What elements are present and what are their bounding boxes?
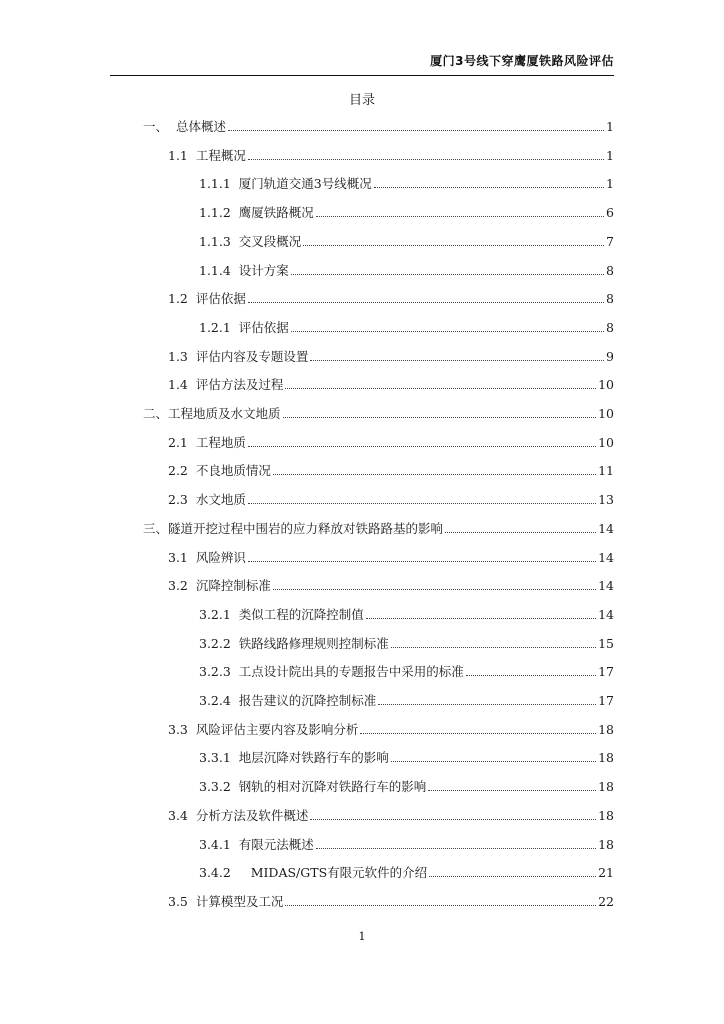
toc-entry-number: 3.2.1 [199,606,239,622]
toc-entry-title: 钢轨的相对沉降对铁路行车的影响 [238,779,427,795]
header-rule [110,75,614,76]
toc-entry-number: 1.3 [168,348,196,364]
toc-entry-title: 隧道开挖过程中围岩的应力释放对铁路路基的影响 [168,520,444,536]
toc-entry-page: 21 [598,865,614,881]
toc-entry-title: 不良地质情况 [195,463,271,479]
toc-entry-title: 评估依据 [238,319,289,335]
toc-entry-number: 1.1.1 [199,176,239,192]
toc-entry-page: 1 [606,147,614,163]
toc-entry-number: 2.3 [168,492,196,508]
dot-leader [391,761,596,762]
dot-leader [310,819,596,820]
toc-entry[interactable] [168,893,614,911]
dot-leader [248,446,596,447]
toc-entry-title: 报告建议的沉降控制标准 [238,693,377,708]
dot-leader [291,331,604,332]
toc-entry-number: 1.1 [168,147,196,163]
toc-entry-page: 11 [598,463,614,479]
dot-leader [391,647,596,648]
dot-leader [429,876,596,877]
toc-entry-number: 1.1.4 [199,262,239,278]
toc-entry-page: 18 [598,779,614,795]
toc-entry[interactable] [199,864,614,882]
toc-entry-number: 3.3 [168,721,196,737]
toc-title: 目录 [348,93,375,108]
toc-entry-page: 8 [606,319,614,335]
toc-entry-number: 3.1 [168,549,196,565]
toc-entry-page: 14 [598,606,614,622]
toc-entry-title: 分析方法及软件概述 [195,807,309,823]
toc-entry[interactable] [199,778,614,796]
toc-entry-title: 交叉段概况 [238,233,302,249]
toc-entry-page: 18 [598,807,614,823]
toc-entry-title: 鹰厦铁路概况 [238,205,314,221]
toc-entry-page: 15 [598,635,614,651]
toc-entry-page: 18 [598,836,614,852]
toc-entry-title: 评估方法及过程 [195,377,284,393]
toc-entry-number: 二、 [143,406,169,421]
toc-entry-number: 1.2 [168,291,196,307]
dot-leader [248,561,596,562]
dot-leader [445,532,596,533]
toc-entry[interactable] [199,749,614,767]
toc-entry-title: 评估依据 [195,291,246,307]
toc-entry-page: 14 [598,549,614,565]
toc-entry[interactable] [199,204,614,222]
dot-leader [285,388,596,389]
toc-entry[interactable] [199,319,614,337]
toc-entry-page: 17 [598,664,614,680]
running-header: 厦门3号线下穿鹰厦铁路风险评估 [430,54,614,68]
toc-entry-number: 3.4.1 [199,836,239,852]
dot-leader [310,360,604,361]
toc-entry-title: 评估内容及专题设置 [195,348,309,364]
dot-leader [366,618,596,619]
dot-leader [248,503,596,504]
dot-leader [303,245,604,246]
toc-entry-title: MIDAS/GTS有限元软件的介绍 [250,865,428,881]
toc-entry[interactable] [199,836,614,854]
toc-entry-number: 一、 [143,119,176,134]
toc-entry-title: 地层沉降对铁路行车的影响 [238,750,389,766]
toc-entry-title: 设计方案 [238,262,289,278]
dot-leader [428,790,596,791]
toc-entry-title: 沉降控制标准 [195,578,271,594]
toc-entry[interactable] [168,462,614,480]
toc-entry[interactable] [168,491,614,509]
toc-entry-number: 1.1.3 [199,233,239,249]
dot-leader [283,417,597,418]
toc-entry-number: 3.2 [168,578,196,594]
toc-entry[interactable] [143,118,614,136]
dot-leader [248,159,604,160]
dot-leader [378,704,596,705]
toc-entry-number: 3.4 [168,807,196,823]
toc-entry-page: 13 [598,492,614,508]
toc-entry[interactable] [168,147,614,165]
toc-entry-page: 14 [598,520,614,536]
toc-entry-number: 3.2.2 [199,635,239,651]
toc-entry-page: 22 [598,893,614,909]
dot-leader [285,905,596,906]
page-number: 1 [358,930,366,943]
toc-entry-number: 3.2.3 [199,664,239,680]
dot-leader [360,733,596,734]
toc-entry-page: 9 [606,348,614,364]
toc-entry-number: 3.3.1 [199,750,239,766]
toc-entry-page: 18 [598,721,614,737]
toc-entry-title: 类似工程的沉降控制值 [238,606,364,622]
toc-entry[interactable] [199,635,614,653]
toc-entry-title: 有限元法概述 [238,836,314,852]
toc-entry-number: 3.4.2 [199,865,251,881]
toc-entry-number: 3.2.4 [199,693,239,708]
toc-entry-number: 2.2 [168,463,196,479]
dot-leader [273,474,596,475]
toc-entry-page: 7 [606,233,614,249]
toc-entry[interactable] [168,549,614,567]
dot-leader [316,848,596,849]
toc-entry[interactable] [199,692,614,710]
toc-entry-title: 计算模型及工况 [195,893,284,909]
toc-entry-title: 工程概况 [195,147,246,163]
toc-entry-number: 1.1.2 [199,205,239,221]
toc-entry-number: 3.5 [168,893,196,909]
toc-entry-number: 2.1 [168,434,196,450]
toc-entry[interactable] [199,262,614,280]
toc-entry-title: 厦门轨道交通3号线概况 [238,176,372,192]
dot-leader [248,302,604,303]
toc-entry[interactable] [199,175,614,193]
dot-leader [273,589,596,590]
toc-entry[interactable] [168,807,614,825]
toc-entry-title: 工程地质及水文地质 [168,406,281,421]
toc-entry[interactable] [199,233,614,251]
dot-leader [291,274,604,275]
toc-entry[interactable] [143,405,614,423]
toc-entry-title: 工点设计院出具的专题报告中采用的标准 [238,664,464,680]
toc-entry-page: 1 [606,119,614,134]
toc-entry[interactable] [168,434,614,452]
toc-entry-title: 工程地质 [195,434,246,450]
toc-entry[interactable] [199,663,614,681]
toc-entry-title: 风险辨识 [195,549,246,565]
dot-leader [466,675,596,676]
toc-entry-title: 铁路线路修理规则控制标准 [238,635,389,651]
toc-entry-title: 总体概述 [175,119,226,134]
toc-entry-number: 1.4 [168,377,196,393]
toc-entry-page: 6 [606,205,614,221]
toc-entry[interactable] [143,520,614,538]
toc-entry-page: 18 [598,750,614,766]
toc-entry-number: 3.3.2 [199,779,239,795]
toc-entry-page: 17 [598,693,614,708]
dot-leader [316,216,604,217]
toc-entry-page: 1 [606,176,614,192]
toc-entry-page: 10 [598,434,614,450]
dot-leader [374,187,604,188]
toc-entry[interactable] [168,577,614,595]
toc-entry[interactable] [199,606,614,624]
dot-leader [228,130,604,131]
toc-entry-number: 三、 [143,520,169,536]
toc-entry-page: 14 [598,578,614,594]
toc-entry-title: 水文地质 [195,492,246,508]
toc-entry-title: 风险评估主要内容及影响分析 [195,721,359,737]
toc-entry[interactable] [168,721,614,739]
toc-entry[interactable] [168,376,614,394]
toc-entry-page: 8 [606,291,614,307]
toc-entry-page: 10 [598,406,614,421]
toc-entry[interactable] [168,290,614,308]
toc-entry[interactable] [168,348,614,366]
toc-entry-number: 1.2.1 [199,319,239,335]
toc-entry-page: 10 [598,377,614,393]
toc-entry-page: 8 [606,262,614,278]
